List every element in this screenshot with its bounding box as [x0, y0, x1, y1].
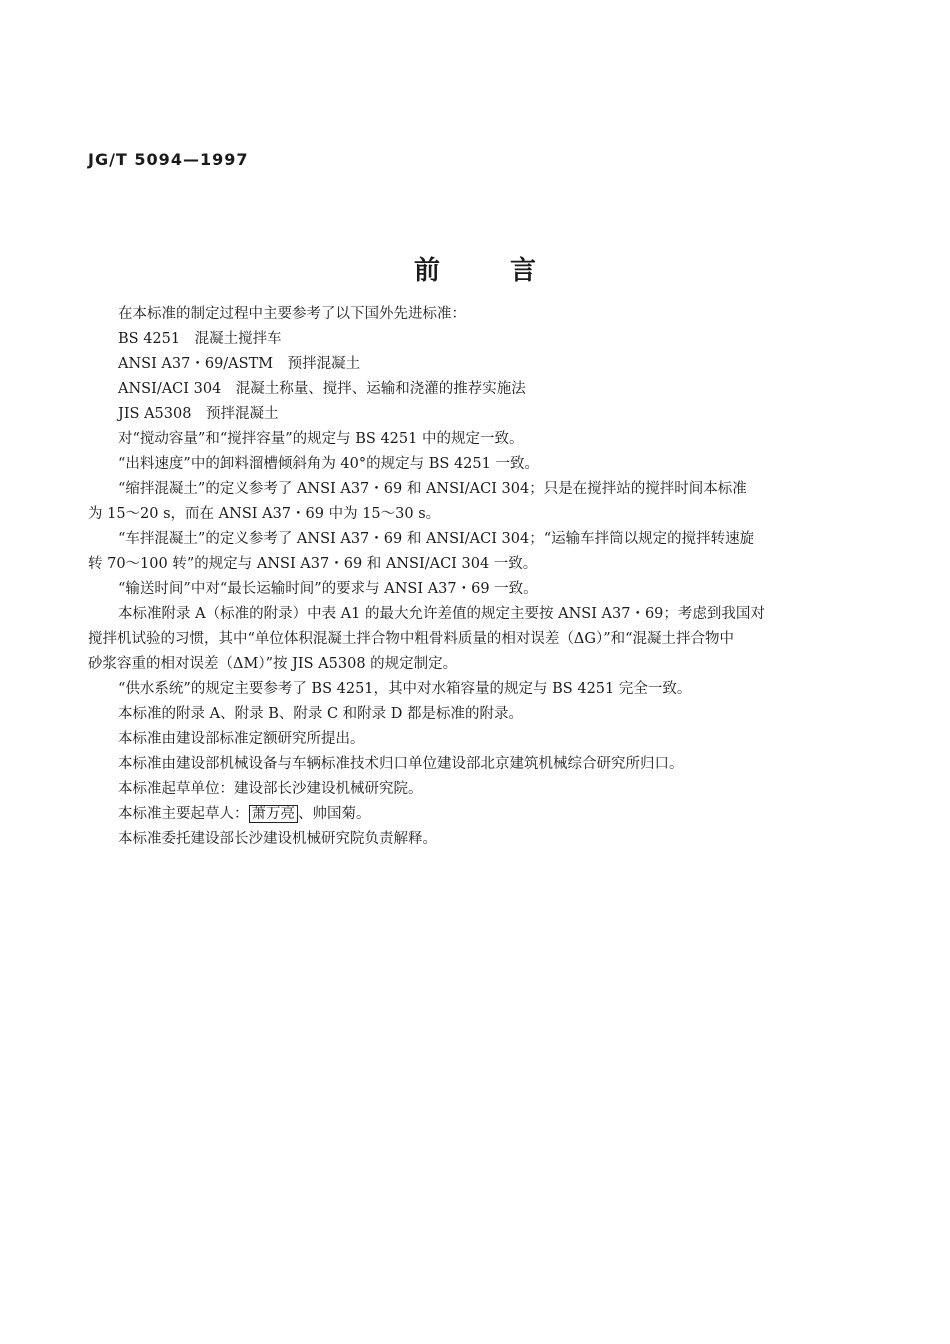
- drafters-suffix: 、帅国菊。: [298, 806, 371, 822]
- title-char-1: 前: [413, 256, 440, 286]
- paragraph-line: ANSI/ACI 304 混凝土称量、搅拌、运输和浇灌的推荐实施法: [118, 381, 526, 397]
- standard-number: JG/T 5094—1997: [88, 150, 249, 169]
- paragraph-line: 本标准的附录 A、附录 B、附录 C 和附录 D 都是标准的附录。: [118, 706, 523, 722]
- paragraph-line: ANSI A37・69/ASTM 预拌混凝土: [118, 356, 361, 372]
- paragraph-line: 转 70～100 转”的规定与 ANSI A37・69 和 ANSI/ACI 304 一致。: [88, 556, 538, 572]
- paragraph-line: “车拌混凝土”的定义参考了 ANSI A37・69 和 ANSI/ACI 304；“运输车拌筒以规定的搅拌转速旋: [118, 531, 755, 547]
- title-char-2: 言: [510, 256, 537, 286]
- drafters-prefix: 本标准主要起草人：: [118, 806, 249, 822]
- paragraph-line: 砂浆容重的相对误差（ΔM）”按 JIS A5308 的规定制定。: [88, 656, 458, 672]
- paragraph-line: 本标准起草单位：建设部长沙建设机械研究院。: [118, 781, 423, 797]
- paragraph-line: 在本标准的制定过程中主要参考了以下国外先进标准：: [118, 306, 466, 322]
- paragraph-line: 搅拌机试验的习惯，其中“单位体积混凝土拌合物中粗骨料质量的相对误差（ΔG）”和“混凝土拌合物中: [88, 631, 735, 647]
- paragraph-line: 本标准委托建设部长沙建设机械研究院负责解释。: [118, 831, 437, 847]
- paragraph-line: 对“搅动容量”和“搅拌容量”的规定与 BS 4251 中的规定一致。: [118, 431, 524, 447]
- paragraph-line: “供水系统”的规定主要参考了 BS 4251，其中对水箱容量的规定与 BS 4251 完全一致。: [118, 681, 692, 697]
- paragraph-line: “缩拌混凝土”的定义参考了 ANSI A37・69 和 ANSI/ACI 304；只是在搅拌站的搅拌时间本标准: [118, 481, 747, 497]
- paragraph-line: 本标准附录 A（标准的附录）中表 A1 的最大允许差值的规定主要按 ANSI A37・69；考虑到我国对: [118, 606, 765, 622]
- boxed-drafter-name: 萧万亮: [249, 805, 299, 823]
- page-title: [0, 250, 950, 287]
- paragraph-line: BS 4251 混凝土搅拌车: [118, 331, 282, 347]
- drafters-line: [88, 802, 833, 827]
- paragraph-line: 为 15～20 s，而在 ANSI A37・69 中为 15～30 s。: [88, 506, 441, 522]
- paragraph-line: “出料速度”中的卸料溜槽倾斜角为 40°的规定与 BS 4251 一致。: [118, 456, 539, 472]
- paragraph-line: 本标准由建设部标准定额研究所提出。: [118, 731, 365, 747]
- paragraph-line: “输送时间”中对“最长运输时间”的要求与 ANSI A37・69 一致。: [118, 581, 538, 597]
- foreword-body: [88, 302, 833, 852]
- paragraph-line: JIS A5308 预拌混凝土: [118, 406, 279, 422]
- paragraph-line: 本标准由建设部机械设备与车辆标准技术归口单位建设部北京建筑机械综合研究所归口。: [118, 756, 684, 772]
